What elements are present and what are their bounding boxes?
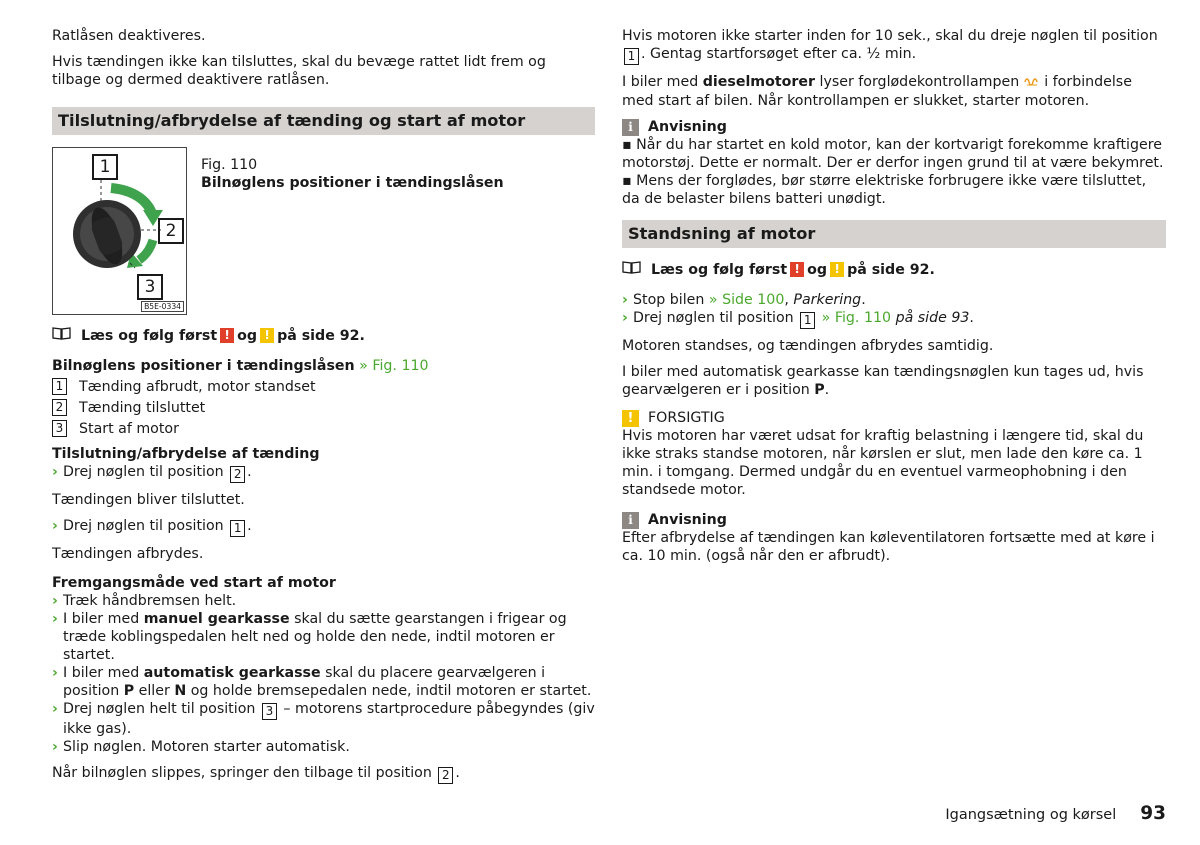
section-title: Tilslutning/afbrydelse af tænding og start af motor [52, 107, 595, 135]
step-text: I biler med [63, 611, 140, 627]
read-first-page: på side 92. [847, 261, 935, 278]
read-first-line [622, 260, 1166, 279]
figure-image [52, 147, 187, 315]
start-step-1 [52, 592, 595, 610]
figure-code: B5E-0334 [141, 301, 184, 312]
read-first-and: og [807, 261, 828, 278]
release-paragraph [52, 764, 595, 784]
step-text: Slip nøglen. Motoren starter automatisk. [63, 739, 350, 755]
page-number: 93 [1140, 803, 1166, 824]
ignition-on-result: Tændingen bliver tilsluttet. [52, 492, 245, 508]
start-step-3 [52, 664, 595, 700]
chapter-title: Igangsætning og kørsel [945, 807, 1117, 823]
stop-step-2 [622, 309, 1166, 329]
note-heading [622, 511, 1166, 529]
paragraph-text: i forbindelse med start af bilen. Når kontrollampen er slukket, starter motoren. [622, 74, 1132, 109]
paragraph [622, 363, 1166, 399]
caution-title: FORSIGTIG [648, 410, 725, 426]
step-bold: manuel gearkasse [143, 611, 290, 627]
position-number: 2 [52, 399, 67, 416]
step-text: Stop bilen [633, 292, 705, 308]
note-list [622, 136, 1166, 208]
step-text: skal du sætte gearstangen i frigear og træde koblingspedalen helt ned og holde den nede, indtil motoren er startet. [63, 611, 567, 663]
chevron-right-icon: › [622, 310, 628, 326]
position-box: 2 [230, 466, 245, 483]
chevron-right-icon: › [622, 292, 628, 308]
position-text: Tænding afbrudt, motor standset [79, 378, 316, 395]
read-first-text: Læs og følg først [81, 327, 218, 344]
paragraph-text: . Gentag startforsøget efter ca. ½ min. [641, 46, 917, 62]
caution-yellow-icon: ! [830, 262, 844, 277]
ignition-heading: Tilslutning/afbrydelse af tænding [52, 446, 320, 462]
step-text: , [784, 292, 789, 308]
step-text: Drej nøglen til position [63, 464, 224, 480]
list-item: ▪ Når du har startet en kold motor, kan der kortvarigt forekomme kraftigere motorstøj. Dette er normalt. Der er derfor ingen grund til at være bekymret. [622, 137, 1164, 171]
position-box: 1 [800, 312, 815, 329]
list-item [52, 418, 595, 439]
start-step-5 [52, 738, 595, 756]
chevron-right-icon: › [52, 739, 58, 755]
release-text: Når bilnøglen slippes, springer den tilbage til position [52, 765, 432, 781]
paragraph-text: . [824, 382, 830, 398]
figure-link[interactable]: » Fig. 110 [821, 310, 892, 326]
chevron-right-icon: › [52, 665, 58, 681]
chevron-right-icon: › [52, 518, 58, 534]
list-item: ▪ Mens der forglødes, bør større elektriske forbrugere ikke være tilsluttet, da de belaster bilens batteri unødigt. [622, 173, 1147, 207]
gear-n: N [174, 683, 187, 699]
read-first-text: Læs og følg først [651, 261, 788, 278]
book-icon [52, 326, 71, 345]
step-italic: på side 93 [895, 310, 970, 326]
figure-caption: Bilnøglens positioner i tændingslåsen [201, 175, 504, 191]
chevron-right-icon: › [52, 593, 58, 609]
release-end: . [455, 765, 460, 781]
list-item [52, 376, 595, 397]
note-text: Når du har startet en kold motor, kan der kortvarigt forekomme kraftigere motorstøj. Dette er normalt. Der er derfor ingen grund til at være bekymret. [622, 137, 1164, 171]
callout-1: 1 [92, 154, 118, 180]
gear-p: P [123, 683, 135, 699]
step-text: eller [138, 683, 170, 699]
position-number: 3 [52, 420, 67, 437]
position-number: 1 [52, 378, 67, 395]
page-footer [945, 805, 1166, 824]
position-text: Start af motor [79, 420, 179, 437]
paragraph [622, 73, 1166, 110]
glow-plug-icon [1024, 74, 1040, 92]
step-end: . [247, 464, 252, 480]
callout-3: 3 [137, 274, 163, 300]
step-text: og holde bremsepedalen nede, indtil motoren er startet. [190, 683, 592, 699]
list-item [52, 397, 595, 418]
note-title: Anvisning [648, 512, 727, 528]
position-box: 1 [624, 48, 639, 65]
warning-red-icon: ! [790, 262, 804, 277]
step-text: – motorens startprocedure påbegyndes (giv ikke gas). [63, 701, 595, 737]
position-text: Tænding tilsluttet [79, 399, 206, 416]
step-end: . [969, 310, 974, 326]
section-title: Standsning af motor [622, 220, 1166, 248]
start-step-2 [52, 610, 595, 664]
positions-list [52, 376, 595, 439]
left-column [52, 27, 595, 792]
position-box: 3 [262, 703, 277, 720]
paragraph-text: Hvis motoren ikke starter inden for 10 sek., skal du dreje nøglen til position [622, 28, 1158, 44]
paragraph-text: I biler med automatisk gearkasse kan tændingsnøglen kun tages ud, hvis gearvælgeren er i position [622, 364, 1144, 398]
step-text: Drej nøglen til position [63, 518, 224, 534]
step-text: Træk håndbremsen helt. [63, 593, 237, 609]
chevron-right-icon: › [52, 464, 58, 480]
caution-heading [622, 409, 1166, 427]
right-column [622, 27, 1166, 573]
figure-link[interactable]: » Fig. 110 [359, 358, 429, 374]
paragraph-text: I biler med [622, 74, 699, 90]
step-ignition-off [52, 517, 595, 537]
step-bold: automatisk gearkasse [143, 665, 321, 681]
step-end: . [861, 292, 866, 308]
paragraph: Hvis tændingen ikke kan tilsluttes, skal du bevæge rattet lidt frem og tilbage og dermed deaktivere ratlåsen. [52, 54, 546, 88]
read-first-line [52, 326, 595, 345]
step-text: I biler med [63, 665, 140, 681]
step-text: skal du placere gearvælgeren i position [63, 665, 546, 699]
step-text: Drej nøglen til position [633, 310, 794, 326]
positions-heading-text: Bilnøglens positioner i tændingslåsen [52, 358, 355, 374]
info-icon: i [622, 119, 639, 136]
position-box: 1 [230, 520, 245, 537]
paragraph: Ratlåsen deaktiveres. [52, 28, 206, 44]
figure-number: Fig. 110 [201, 157, 258, 173]
read-first-and: og [237, 327, 258, 344]
caution-text: Hvis motoren har været udsat for kraftig belastning i længere tid, skal du ikke straks standse motoren, når kørslen er slut, men lade den køre ca. 1 min. i tomgang. Dermed undgår du en eventuel varmeophobning i den standsede motor. [622, 428, 1144, 498]
read-first-page: på side 92. [277, 327, 365, 344]
note-title: Anvisning [648, 119, 727, 135]
page-link[interactable]: » Side 100 [708, 292, 785, 308]
note-text: Efter afbrydelse af tændingen kan køleventilatoren fortsætte med at køre i ca. 10 min. (også når den er afbrudt). [622, 530, 1155, 564]
chevron-right-icon: › [52, 701, 58, 717]
start-step-4 [52, 700, 595, 738]
callout-2: 2 [158, 218, 184, 244]
book-icon [622, 260, 641, 279]
paragraph-text: lyser forglødekontrollampen [819, 74, 1020, 90]
paragraph: Motoren standses, og tændingen afbrydes samtidig. [622, 338, 994, 354]
paragraph-bold: dieselmotorer [702, 74, 815, 90]
step-end: . [247, 518, 252, 534]
gear-p: P [814, 382, 825, 398]
figure-caption-block [201, 156, 504, 192]
step-ignition-on [52, 463, 595, 483]
paragraph [622, 27, 1166, 65]
positions-heading [52, 357, 595, 375]
ignition-off-result: Tændingen afbrydes. [52, 546, 204, 562]
warning-red-icon: ! [220, 328, 234, 343]
caution-yellow-icon: ! [622, 410, 639, 427]
chevron-right-icon: › [52, 611, 58, 627]
caution-yellow-icon: ! [260, 328, 274, 343]
note-heading [622, 118, 1166, 136]
start-heading: Fremgangsmåde ved start af motor [52, 575, 336, 591]
step-text: Drej nøglen helt til position [63, 701, 256, 717]
step-italic: Parkering [793, 292, 862, 308]
figure [52, 147, 595, 315]
note-text: Mens der forglødes, bør større elektriske forbrugere ikke være tilsluttet, da de belaster bilens batteri unødigt. [622, 173, 1147, 207]
info-icon: i [622, 512, 639, 529]
position-box: 2 [438, 767, 453, 784]
stop-step-1 [622, 291, 1166, 309]
